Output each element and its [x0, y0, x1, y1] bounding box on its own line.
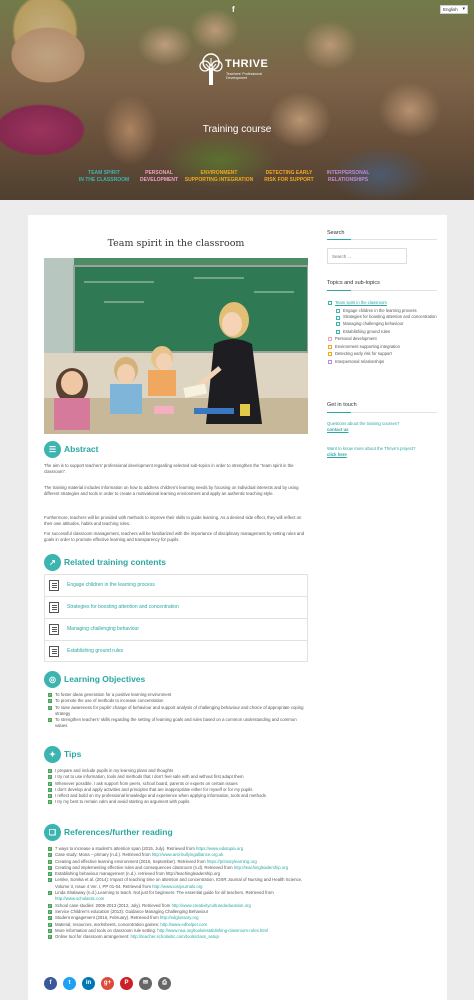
reference-text: Establishing behaviour management (n.d.). retrieved from http://teachingleadership.org [55, 871, 221, 877]
learning-objectives-heading [44, 671, 308, 689]
googleplus-share-icon[interactable]: g+ [101, 977, 114, 990]
topic-label: Interpersonal relationships [335, 358, 385, 364]
list-item: ✓ To raise awareness for pupils' change of behaviour and support analysis of challenging behaviour and choice of appropriate coping strategy [48, 705, 308, 718]
topic-label: Establishing ground rules [343, 328, 391, 334]
widget-divider [327, 290, 437, 291]
topic-label: Engage children in the learning process [343, 307, 417, 313]
list-item: ✓ Whenever possible, I ask support from peers, school board, parents or experts on certain issues [48, 781, 308, 787]
reference-text: Material, resources, worksheets, concentration games: [55, 921, 161, 927]
facebook-share-icon[interactable]: f [44, 977, 57, 990]
related-contents-list [44, 574, 308, 662]
reference-text: Lemke, Somka et al. (2014): Impact of teaching time on attention and concentration. IOSR Journal of Nursing and Health Science, Volume 3, Issue 4 Ver. I, PP 01-04. Retrieved from [55, 877, 303, 889]
nav-item-personal[interactable] [134, 170, 184, 183]
folder-icon [328, 352, 332, 356]
list-item: ✓ I try not to use information, tools and methods that I don't feel safe with and without first adapt them [48, 774, 308, 780]
reference-text: Online tool for classroom arrangement: [55, 934, 131, 940]
folder-icon [328, 360, 332, 364]
topic-item[interactable] [327, 307, 437, 315]
list-item: ✓ To strengthen teachers' skills regarding the setting of learning goals and rules based on a common understanding and common values [48, 717, 308, 730]
reference-text: Case study: Mona – primary (n.d.). Retrieved from [55, 852, 152, 858]
nav-item-team-spirit[interactable] [74, 170, 134, 183]
project-block [327, 446, 437, 458]
folder-icon [328, 337, 332, 341]
twitter-share-icon[interactable]: t [63, 977, 76, 990]
tips-list [48, 768, 308, 806]
nav-line2: SUPPORTING INTEGRATION [184, 176, 254, 183]
list-item: ✓ I prepare and include pupils in my learning plans and thoughts [48, 768, 308, 774]
topic-label: Managing challenging behaviour [343, 321, 404, 326]
objectives-list [48, 692, 308, 730]
list-item: ✓ To promote the use of methods to increase concentration [48, 698, 308, 704]
abstract-paragraph: For successful classroom management, teachers will be familiarized with the importance of disciplinary management by setting rules and goals in order to promote effective learning and transparency for pupils. [44, 531, 305, 543]
list-item [48, 877, 308, 890]
list-item[interactable] [44, 640, 308, 662]
nav-line1: ENVIRONMENT [200, 170, 238, 176]
folder-icon [328, 345, 332, 349]
section-title: Learning Objectives [64, 674, 146, 684]
linkedin-share-icon[interactable]: in [82, 977, 95, 990]
nav-item-environment[interactable] [184, 170, 254, 183]
content-link[interactable]: Strategies for boosting attention and concentration [67, 604, 179, 610]
document-icon [49, 624, 59, 635]
references-heading [44, 824, 308, 842]
post-title: Team spirit in the classroom [107, 238, 245, 249]
section-title: Abstract [64, 444, 99, 454]
list-item[interactable] [44, 618, 308, 640]
nav-line1: PERSONAL [145, 170, 173, 176]
classroom-photo [44, 258, 308, 434]
contact-question: Questions about the training courses? [327, 421, 400, 426]
section-title: Related training contents [64, 557, 167, 567]
list-item[interactable] [44, 596, 308, 618]
widget-divider [327, 239, 437, 240]
reference-text: 7 ways to increase a student's attention span (2015, July). Retrieved from [55, 846, 197, 851]
lightbulb-icon: ✦ [44, 746, 61, 763]
pinterest-share-icon[interactable]: P [120, 977, 133, 990]
print-icon[interactable]: ⎙ [158, 977, 171, 990]
main-navigation [0, 162, 474, 198]
reference-link[interactable]: http://www.edhelper.com [160, 921, 208, 927]
reference-link[interactable]: http://www.anti-bullyingalliance.org.uk [151, 852, 224, 858]
topic-label: Strategies for boosting attention and concentration [343, 314, 437, 319]
page-icon [336, 309, 340, 313]
contact-us-link[interactable]: contact us [327, 427, 349, 432]
list-item: ✓ To foster ideas generation for a positive learning environment [48, 692, 308, 698]
nav-line1: TEAM SPIRIT [88, 170, 120, 176]
nav-line2: RELATIONSHIPS [327, 176, 369, 183]
topics-tree [327, 299, 437, 365]
facebook-icon[interactable]: f [232, 5, 235, 14]
classroom-illustration [44, 258, 308, 434]
topics-widget-title: Topics and sub-topics [327, 280, 380, 286]
reference-text: Student engagement (2016, February). Retrieved from [55, 915, 160, 921]
hero-banner [0, 0, 474, 200]
topic-label: Personal development [335, 336, 377, 341]
document-icon [49, 646, 59, 657]
topic-item[interactable] [327, 343, 437, 351]
email-share-icon[interactable]: ✉ [139, 977, 152, 990]
content-link[interactable]: Managing challenging behaviour [67, 626, 139, 632]
language-select[interactable]: English ▾ [440, 5, 468, 14]
abstract-paragraph: The aim is to support teachers' professional development regarding selected sub-topics in order to strengthen the "team spirit in the classroom". [44, 463, 294, 475]
nav-line2: IN THE CLASSROOM [78, 176, 130, 183]
reference-text: School case studies: 2006-2013 (2012, July). Retrieved from [55, 902, 172, 908]
page-heading: Training course [202, 124, 272, 135]
reference-text: Creating and implementing effective rules and consequences classroom (n.d). Retrieved from [55, 864, 234, 870]
document-icon [49, 580, 59, 591]
logo-name: THRIVE [225, 58, 269, 70]
page-icon [336, 330, 340, 334]
nav-line2: DEVELOPMENT [139, 176, 179, 183]
tips-heading [44, 746, 308, 764]
content-card [28, 215, 447, 1000]
topic-item[interactable] [327, 328, 437, 336]
nav-line1: INTERPERSONAL [326, 170, 370, 176]
abstract-heading [44, 441, 308, 459]
document-icon: ☰ [44, 441, 61, 458]
link-icon: ↗ [44, 554, 61, 571]
list-item: ✓ I try my best to remain calm and avoid starting an argument with pupils [48, 799, 308, 805]
related-contents-heading [44, 554, 308, 572]
nav-item-detecting[interactable] [256, 170, 322, 183]
search-input[interactable]: Search ... [327, 248, 407, 264]
reference-link[interactable]: http://teacher.scholastic.com/tools/class_setup [130, 934, 219, 940]
reference-link[interactable]: http://www.iosrjournals.org [152, 883, 203, 889]
section-title: References/further reading [64, 827, 173, 837]
reference-link[interactable]: http://www.scholastic.com [55, 896, 105, 902]
reference-text: Creating and effective learning environment (2016, September). Retrieved from [55, 858, 207, 864]
click-here-link[interactable]: click here [327, 452, 347, 457]
topic-label: Environment supporting integration [335, 343, 400, 349]
topic-item[interactable] [327, 299, 437, 307]
document-icon [49, 602, 59, 613]
logo-tagline: Teachers' Professional Development [226, 72, 263, 81]
book-icon: ❑ [44, 824, 61, 841]
reference-link[interactable]: https://primarylearning.org [206, 858, 257, 864]
section-title: Tips [64, 749, 82, 759]
topic-item[interactable] [327, 350, 437, 358]
nav-item-interpersonal[interactable] [320, 170, 376, 183]
reference-text: Linda Shalaway (n.d.).Learning to teach. Not just for beginners: The essential guide for all teachers. Retrieved from [55, 890, 274, 896]
content-link[interactable]: Engage children in the learning process [67, 582, 155, 588]
reference-link[interactable]: http://www.creativityculturededucation.org [171, 902, 251, 908]
reference-link[interactable]: http://www.nea.org/tools/establishing-classroom-rules.html [157, 927, 269, 933]
widget-divider [327, 412, 437, 413]
reference-text: More information and tools on classroom rule setting: [55, 927, 158, 933]
list-item [48, 934, 308, 940]
folder-icon [328, 301, 332, 305]
get-in-touch-title: Get in touch [327, 402, 357, 408]
search-widget-title: Search [327, 230, 345, 236]
topic-label: Detecting early risk for support [335, 351, 392, 356]
list-item: ✓ I don't develop and apply activities and principles that are inappropriate either for myself or for my pupils [48, 787, 308, 793]
target-icon: ◎ [44, 671, 61, 688]
abstract-paragraph: Furthermore, teachers will be provided with methods to improve their skills to guide learning. As a desired side effect, they will reflect on their own attitudes, habits and teaching roles. [44, 515, 302, 527]
nav-line1: DETECTING EARLY [265, 170, 313, 176]
reference-link[interactable]: http://teachingleadership.org [233, 864, 289, 870]
list-item[interactable] [44, 574, 308, 596]
list-item [48, 890, 308, 903]
abstract-paragraph: The training material includes information on how to address children's learning needs by focusing on individual interests and by using different strategies and tools in order to create a motivational learning environment and apply an authentic teaching style. [44, 485, 299, 497]
topic-item[interactable] [327, 335, 437, 343]
reference-link[interactable]: http://edglossary.org [159, 915, 199, 921]
nav-line2: RISK FOR SUPPORT [264, 176, 314, 183]
reference-link[interactable]: https://www.edutopia.org [196, 846, 244, 851]
references-list [48, 846, 308, 940]
topic-item[interactable] [327, 320, 437, 328]
page-icon [336, 322, 340, 326]
topic-item[interactable] [327, 358, 437, 366]
tree-logo-icon [198, 52, 224, 86]
content-link[interactable]: Establishing ground rules [67, 648, 124, 654]
list-item: ✓ I reflect and build on my professional knowledge and experience when applying information, tools and methods [48, 793, 308, 799]
reference-text: Service Children's education (2013): Guidance Managing Challenging Behaviour [55, 908, 209, 914]
contact-block [327, 421, 437, 433]
project-question: Want to know more about the Thrive's project? [327, 446, 416, 451]
site-logo[interactable] [198, 52, 278, 92]
topic-label: Team spirit in the classroom [335, 300, 387, 305]
